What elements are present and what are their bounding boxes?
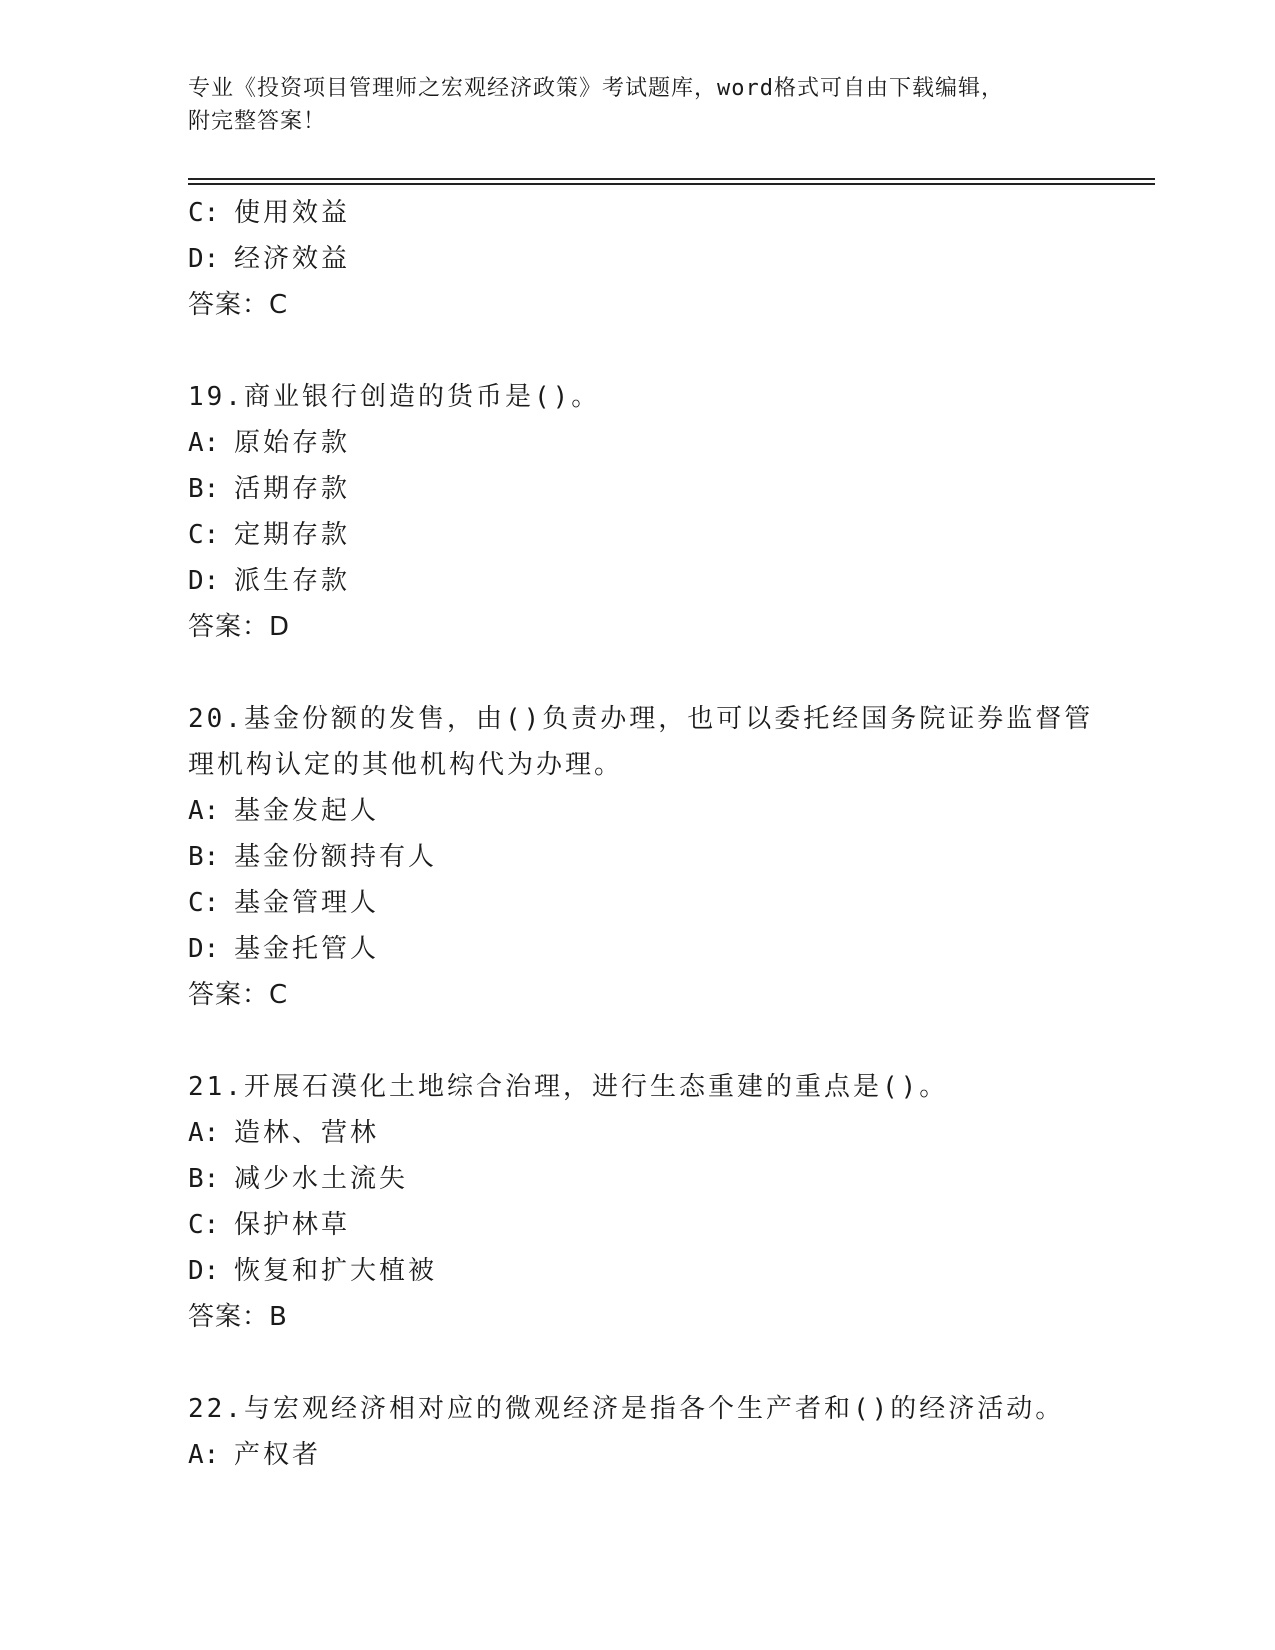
option-text: 保护林草	[234, 1210, 351, 1240]
option-text: 派生存款	[234, 566, 351, 596]
header-line-2: 附完整答案！	[188, 109, 327, 134]
option-text: 使用效益	[234, 198, 351, 228]
question-21	[188, 1064, 1088, 1340]
header-rule-bottom	[188, 183, 1155, 185]
header-line-1: 专业《投资项目管理师之宏观经济政策》考试题库，word格式可自由下载编辑，	[188, 76, 1004, 101]
option-row	[188, 512, 1088, 558]
option-letter: A:	[188, 1118, 220, 1148]
option-letter: C:	[188, 198, 220, 228]
option-letter: B:	[188, 1164, 220, 1194]
question-stem-continued: 理机构认定的其他机构代为办理。	[188, 750, 624, 780]
option-text: 恢复和扩大植被	[234, 1256, 438, 1286]
option-row	[188, 788, 1088, 834]
option-row	[188, 558, 1088, 604]
option-row	[188, 1202, 1088, 1248]
option-row	[188, 420, 1088, 466]
option-row	[188, 1432, 1088, 1478]
option-row	[188, 190, 1088, 236]
question-stem: 22.与宏观经济相对应的微观经济是指各个生产者和()的经济活动。	[188, 1394, 1065, 1424]
option-row	[188, 926, 1088, 972]
option-row	[188, 1248, 1088, 1294]
partial-question	[188, 190, 1088, 328]
option-text: 基金份额持有人	[234, 842, 438, 872]
question-list	[188, 190, 1094, 1478]
option-letter: B:	[188, 474, 220, 504]
question-stem: 20.基金份额的发售，由()负责办理，也可以委托经国务院证券监督管	[188, 704, 1094, 734]
option-text: 原始存款	[234, 428, 351, 458]
option-row	[188, 1156, 1088, 1202]
option-letter: A:	[188, 1440, 220, 1470]
option-letter: C:	[188, 1210, 220, 1240]
question-stem: 19.商业银行创造的货币是()。	[188, 382, 601, 412]
option-text: 经济效益	[234, 244, 351, 274]
spacer	[188, 328, 1088, 374]
option-letter: D:	[188, 934, 220, 964]
option-text: 减少水土流失	[234, 1164, 409, 1194]
question-stem: 21.开展石漠化土地综合治理，进行生态重建的重点是()。	[188, 1072, 949, 1102]
spacer	[188, 1018, 1088, 1064]
answer-line: 答案：B	[188, 1302, 288, 1332]
spacer	[188, 650, 1088, 696]
question-19	[188, 374, 1088, 650]
spacer	[188, 1340, 1088, 1386]
option-row	[188, 466, 1088, 512]
option-text: 产权者	[234, 1440, 322, 1470]
option-text: 造林、营林	[234, 1118, 380, 1148]
option-letter: D:	[188, 1256, 220, 1286]
document-header	[188, 72, 1088, 138]
option-text: 基金发起人	[234, 796, 380, 826]
option-text: 定期存款	[234, 520, 351, 550]
option-letter: A:	[188, 428, 220, 458]
answer-line: 答案：D	[188, 612, 291, 642]
option-row	[188, 880, 1088, 926]
question-22	[188, 1386, 1088, 1478]
option-row	[188, 834, 1088, 880]
option-row	[188, 1110, 1088, 1156]
option-letter: C:	[188, 520, 220, 550]
answer-line: 答案：C	[188, 290, 289, 320]
answer-line: 答案：C	[188, 980, 289, 1010]
option-row	[188, 236, 1088, 282]
option-text: 基金管理人	[234, 888, 380, 918]
option-letter: A:	[188, 796, 220, 826]
header-rule-top	[188, 178, 1155, 180]
option-letter: B:	[188, 842, 220, 872]
option-letter: D:	[188, 566, 220, 596]
option-letter: C:	[188, 888, 220, 918]
option-text: 基金托管人	[234, 934, 380, 964]
option-letter: D:	[188, 244, 220, 274]
option-text: 活期存款	[234, 474, 351, 504]
question-20	[188, 696, 1094, 1018]
